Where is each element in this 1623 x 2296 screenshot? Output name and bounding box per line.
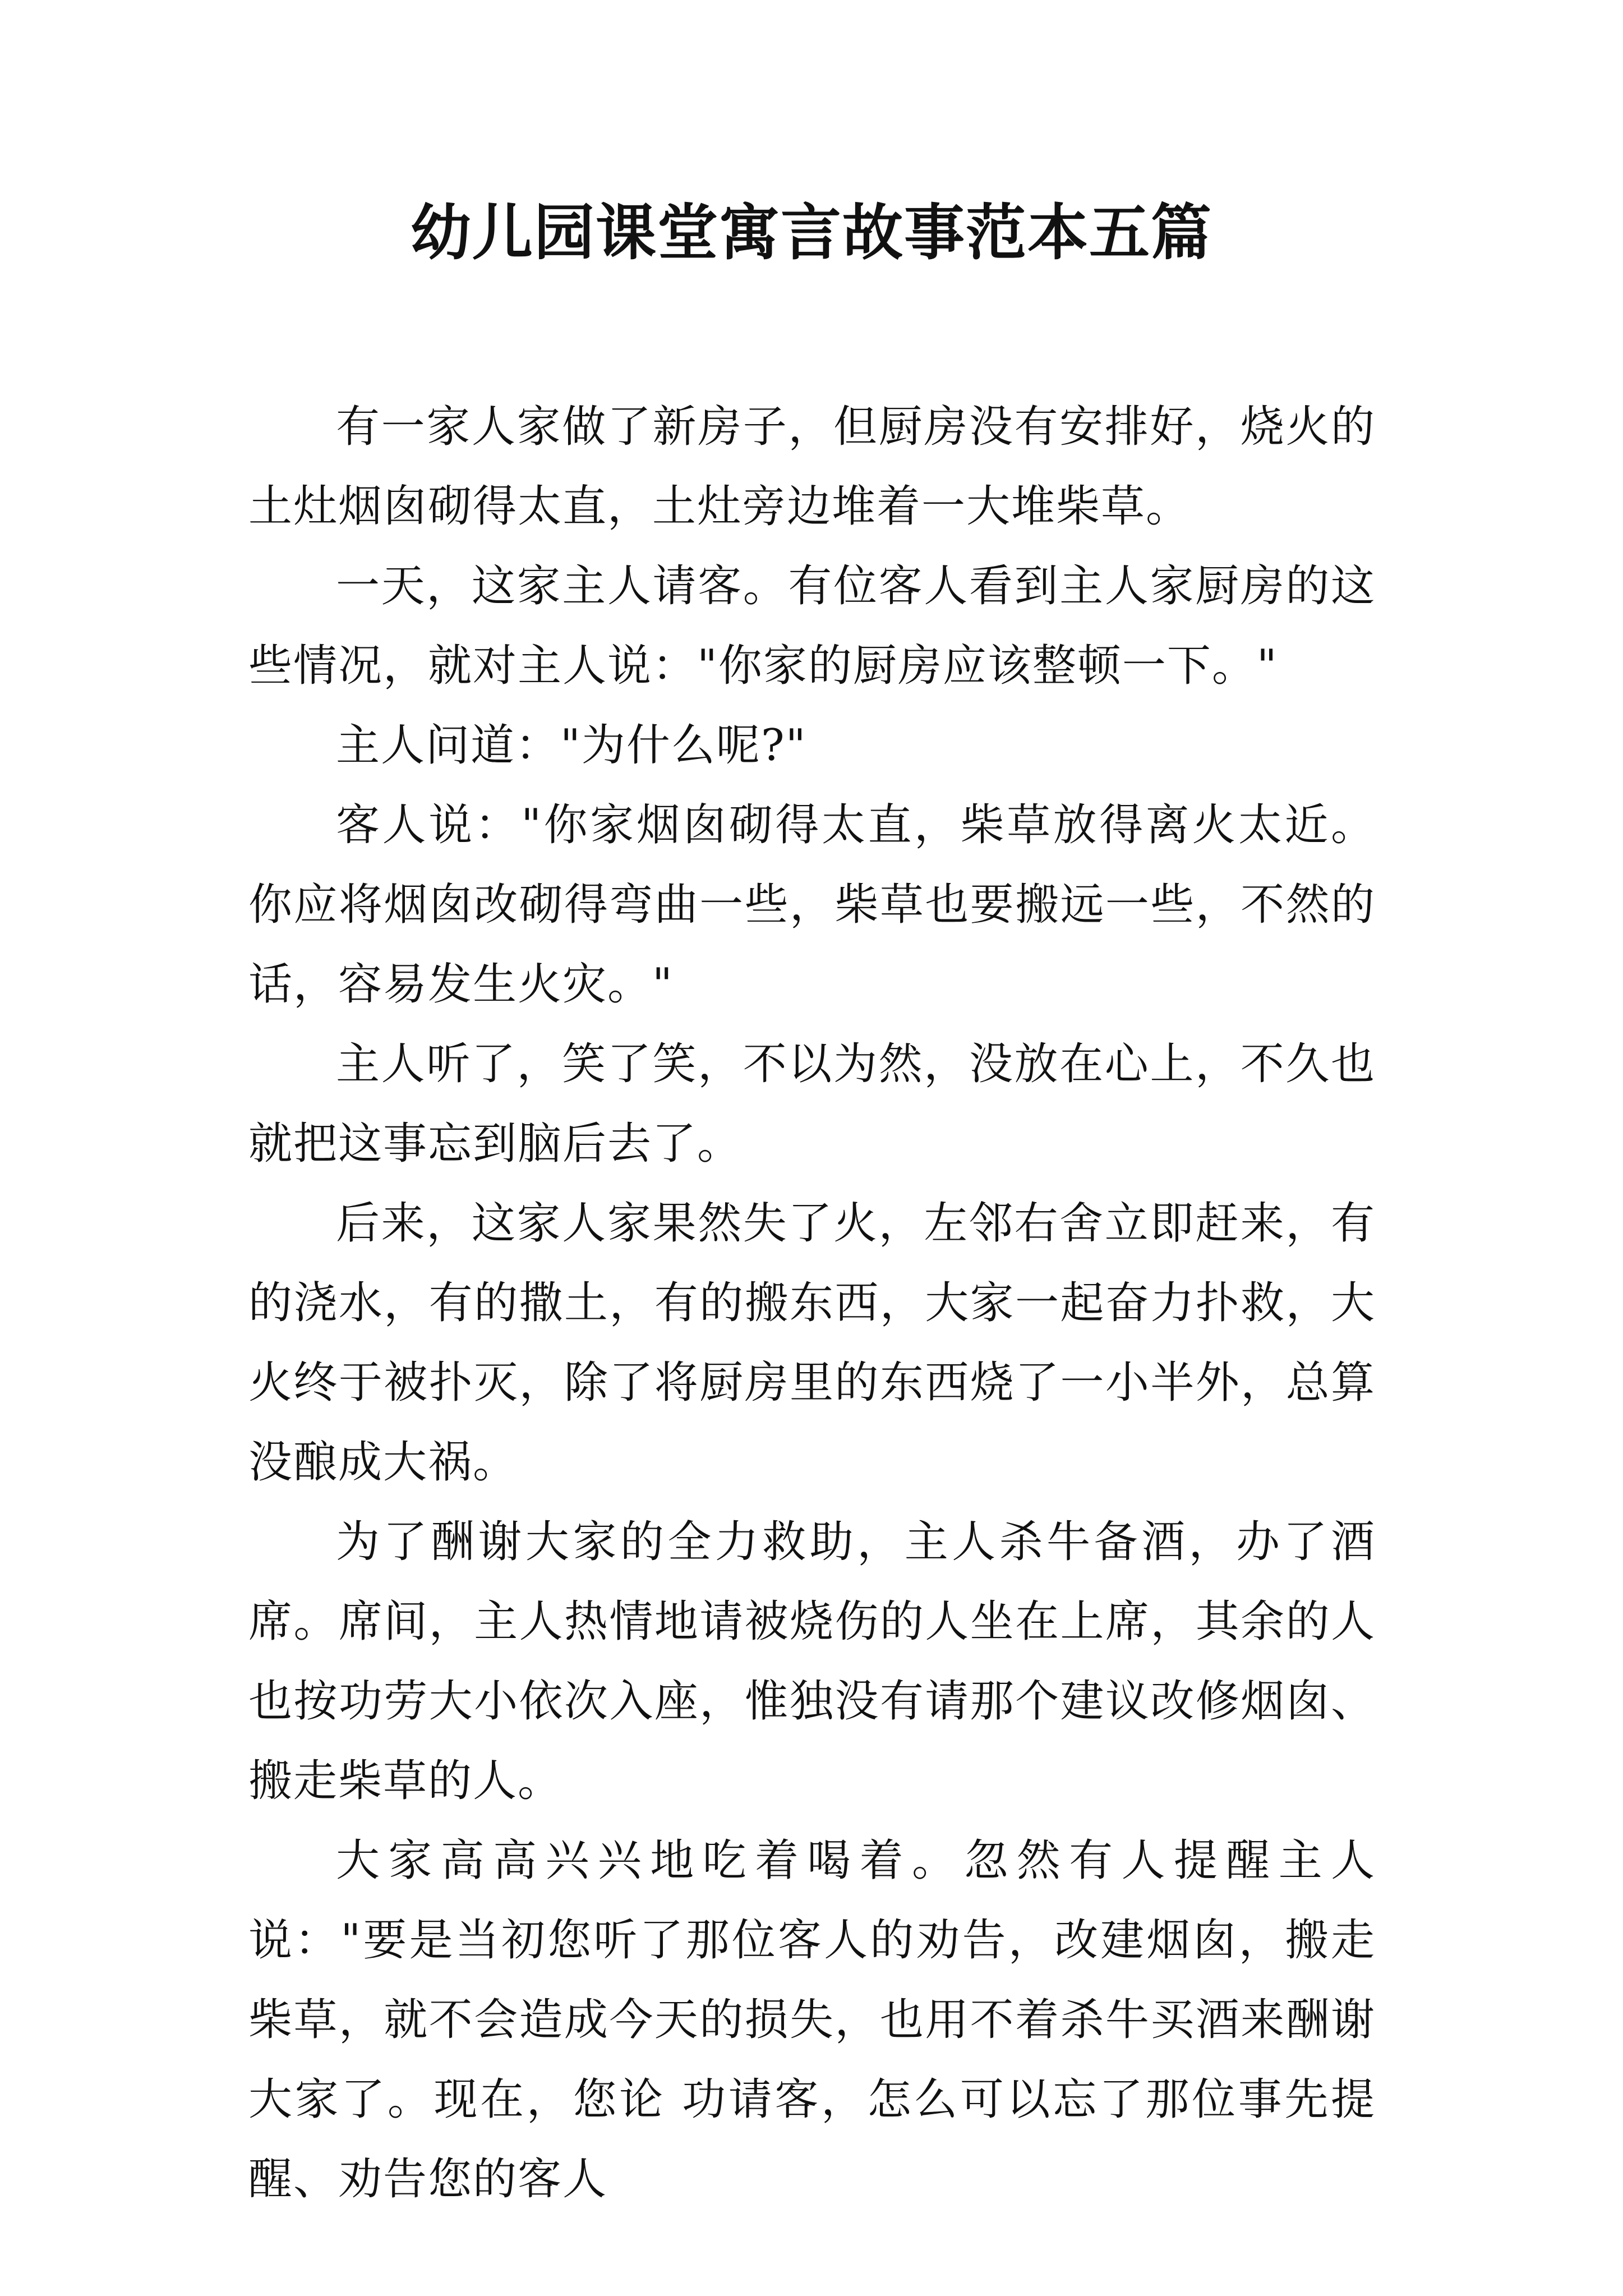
paragraph-8: 大家高高兴兴地吃着喝着。忽然有人提醒主人说："要是当初您听了那位客人的劝告，改建烟囱，搬走柴草，就不会造成今天的损失，也用不着杀牛买酒来酬谢大家了。现在，您论 功请客，怎么可以忘了那位事先提醒、劝告您的客人 bbox=[248, 1835, 1376, 2205]
paragraph-5: 主人听了，笑了笑，不以为然，没放在心上，不久也就把这事忘到脑后去了。 bbox=[248, 1039, 1376, 1169]
document-body bbox=[248, 387, 1376, 2219]
paragraph-6: 后来，这家人家果然失了火，左邻右舍立即赶来，有的浇水，有的撒土，有的搬东西，大家一起奋力扑救，大火终于被扑灭，除了将厨房里的东西烧了一小半外，总算没酿成大祸。 bbox=[248, 1198, 1376, 1488]
paragraph-7: 为了酬谢大家的全力救助，主人杀牛备酒，办了酒席。席间，主人热情地请被烧伤的人坐在上席，其余的人也按功劳大小依次入座，惟独没有请那个建议改修烟囱、搬走柴草的人。 bbox=[248, 1517, 1376, 1806]
paragraph-4: 客人说："你家烟囱砌得太直，柴草放得离火太近。你应将烟囱改砌得弯曲一些，柴草也要搬远一些，不然的话，容易发生火灾。" bbox=[248, 800, 1376, 1010]
paragraph-3: 主人问道："为什么呢?" bbox=[336, 720, 807, 771]
paragraph-1: 有一家人家做了新房子，但厨房没有安排好，烧火的土灶烟囱砌得太直，土灶旁边堆着一大堆柴草。 bbox=[248, 402, 1376, 532]
document-title: 幼儿园课堂寓言故事范本五篇 bbox=[410, 197, 1212, 268]
paragraph-2: 一天，这家主人请客。有位客人看到主人家厨房的这些情况，就对主人说："你家的厨房应该整顿一下。" bbox=[248, 561, 1376, 691]
